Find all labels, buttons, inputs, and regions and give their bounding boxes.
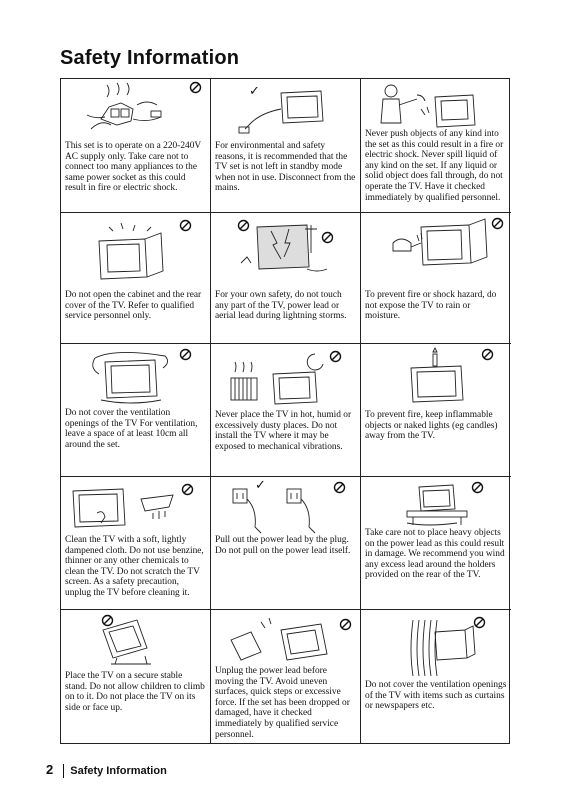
prohibited-icon — [179, 348, 192, 361]
safety-text: To prevent fire, keep inflammable objects or naked lights (eg candles) away from the TV. — [365, 410, 498, 442]
safety-text: Clean the TV with a soft, lightly dampened cloth. Do not use benzine, thinner or any other chemicals to clean the TV. Do not scratch the TV screen. As a safety precaution, unplug the TV before cleaning it. — [65, 535, 204, 598]
prohibited-icon — [101, 614, 114, 627]
safety-text: Do not cover the ventilation openings of the TV For ventilation, leave a space of at least 10cm all around the set. — [65, 408, 198, 450]
tv-tilted-illustration — [61, 610, 211, 680]
safety-cell-cleaning — [61, 477, 211, 610]
prohibited-icon — [491, 217, 504, 230]
safety-text: Do not open the cabinet and the rear cover of the TV. Refer to qualified service personnel only. — [65, 290, 202, 322]
prohibited-icon — [481, 348, 494, 361]
safety-cell-power-supply — [61, 79, 211, 213]
safety-cell-stand — [61, 610, 211, 743]
prohibited-icon — [189, 81, 202, 94]
safety-cell-plug — [211, 477, 361, 610]
prohibited-icon — [473, 616, 486, 629]
safety-cell-lightning — [211, 213, 361, 344]
safety-grid — [60, 78, 510, 744]
tv-curtains-illustration — [361, 610, 511, 680]
lightning-storm-illustration — [211, 213, 361, 293]
safety-cell-objects — [361, 79, 511, 213]
safety-cell-moisture — [361, 213, 511, 344]
safety-text: Do not cover the ventilation openings of the TV with items such as curtains or newspapers etc. — [365, 680, 507, 712]
safety-cell-power-lead — [361, 477, 511, 610]
safety-cell-candles — [361, 344, 511, 477]
safety-text: For your own safety, do not touch any part of the TV, power lead or aerial lead during lightning storms. — [215, 290, 347, 322]
safety-text: This set is to operate on a 220-240V AC supply only. Take care not to connect too many appliances to the same power socket as this could result in fire or electric shock. — [65, 141, 202, 194]
prohibited-icon — [237, 219, 250, 232]
safety-text: Place the TV on a secure stable stand. Do not allow children to climb on to it. Do not place the TV on its side or face up. — [65, 671, 205, 713]
safety-text: To prevent fire or shock hazard, do not expose the TV to rain or moisture. — [365, 290, 497, 322]
safety-text: Unplug the power lead before moving the TV. Avoid uneven surfaces, quick steps or excessive force. If the set has been dropped or damaged, have it checked immediately by qualified service personnel. — [215, 666, 350, 740]
prohibited-icon — [179, 219, 192, 232]
tv-watering-can-illustration — [361, 213, 511, 293]
safety-text: Never place the TV in hot, humid or excessively dusty places. Do not install the TV where it may be exposed to mechanical vibrations. — [215, 410, 352, 452]
page-footer — [46, 762, 167, 778]
safety-cell-standby — [211, 79, 361, 213]
tv-unplugged-illustration — [211, 79, 361, 141]
prohibited-icon — [339, 618, 352, 631]
prohibited-icon — [333, 481, 346, 494]
prohibited-icon — [471, 481, 484, 494]
safety-cell-covering — [361, 610, 511, 743]
safety-cell-ventilation — [61, 344, 211, 477]
safety-cell-cabinet — [61, 213, 211, 344]
footer-label: Safety Information — [70, 765, 167, 777]
prohibited-icon — [321, 231, 334, 244]
prohibited-icon — [181, 483, 194, 496]
page-number: 2 — [46, 762, 54, 777]
safety-text: For environmental and safety reasons, it is recommended that the TV set is not left in standby mode when not in use. Disconnect from the mains. — [215, 141, 356, 194]
checkmark-icon: ✓ — [255, 477, 266, 492]
page-title: Safety Information — [60, 47, 240, 69]
checkmark-icon: ✓ — [249, 83, 260, 98]
safety-text: Take care not to place heavy objects on the power lead as this could result in damage. We recommend you wind any excess lead around the holders provided on the rear of the TV. — [365, 528, 505, 581]
footer-divider — [63, 764, 64, 778]
safety-text: Never push objects of any kind into the set as this could result in a fire or electric shock. Never spill liquid of any kind on the set. If any liquid or solid object does fall through, do not operate the TV. Have it checked immediately by qualified personnel. — [365, 129, 504, 203]
safety-text: Pull out the power lead by the plug. Do not pull on the power lead itself. — [215, 535, 351, 556]
prohibited-icon — [329, 350, 342, 363]
safety-cell-moving — [211, 610, 361, 743]
safety-cell-environment — [211, 344, 361, 477]
